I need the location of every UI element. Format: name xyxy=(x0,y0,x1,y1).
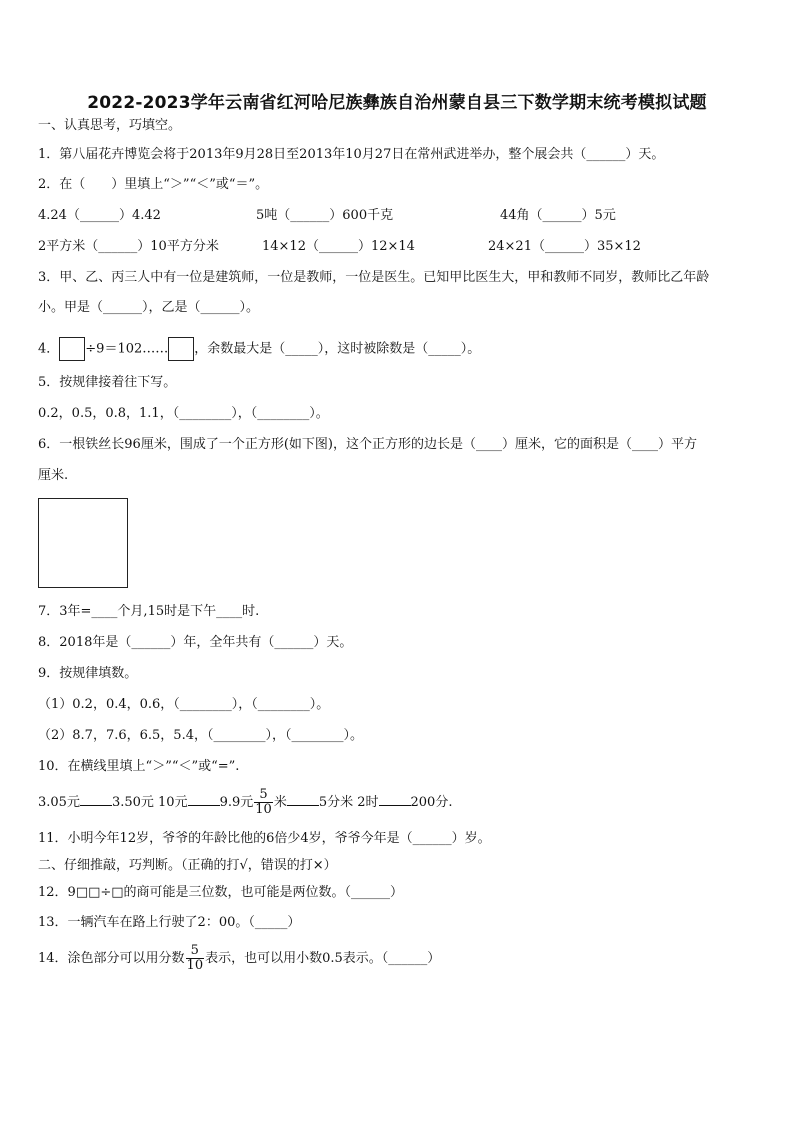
q10-blank-2 xyxy=(188,792,220,806)
question-7: 7．3年=____个月,15时是下午____时. xyxy=(38,604,260,619)
q10-blank-3 xyxy=(287,792,319,806)
question-9: 9．按规律填数。 xyxy=(38,666,138,681)
question-2-item-4: 2平方米（______）10平方分米 xyxy=(38,239,219,254)
question-4-equation: ÷9＝102…… xyxy=(85,341,169,357)
question-2-item-2: 5吨（______）600千克 xyxy=(256,208,394,223)
question-10: 10．在横线里填上“＞”“＜”或“=”. xyxy=(38,759,240,774)
question-2-item-1: 4.24（______）4.42 xyxy=(38,208,161,223)
square-figure xyxy=(38,498,128,588)
question-2: 2．在（ ）里填上“＞”“＜”或“＝”。 xyxy=(38,177,269,192)
section-1-heading: 一、认真思考，巧填空。 xyxy=(38,118,182,133)
q10-blank-4 xyxy=(379,792,411,806)
question-11: 11．小明今年12岁，爷爷的年龄比他的6倍少4岁，爷爷今年是（______）岁。 xyxy=(38,831,491,846)
remainder-box xyxy=(168,337,194,361)
question-14-text-a: 14．涂色部分可以用分数 xyxy=(38,951,185,966)
question-4-number: 4． xyxy=(38,341,60,357)
question-2-item-5: 14×12（______）12×14 xyxy=(262,239,415,254)
question-2-item-6: 24×21（______）35×12 xyxy=(488,239,641,254)
q10-fraction: $\frac{5}{10}$ xyxy=(255,787,272,817)
question-5: 5．按规律接着往下写。 xyxy=(38,375,177,390)
q14-fraction: $\frac{5}{10}$ xyxy=(186,943,204,973)
question-9-part-2: （2）8.7，7.6，6.5，5.4，（________），（________）。 xyxy=(38,728,363,743)
question-4-tail: ，余数最大是（_____），这时被除数是（_____）。 xyxy=(194,341,481,357)
question-10-items xyxy=(38,788,452,818)
question-5-sequence: 0.2，0.5，0.8，1.1，（________），（________）。 xyxy=(38,406,329,421)
question-6-line-1: 6．一根铁丝长96厘米，围成了一个正方形(如下图)，这个正方形的边长是（____）厘米，它的面积是（____）平方 xyxy=(38,437,697,452)
question-8: 8．2018年是（______）年，全年共有（______）天。 xyxy=(38,635,353,650)
q10-blank-1 xyxy=(80,792,112,806)
q10-item-f: 200分. xyxy=(410,795,453,810)
question-4 xyxy=(38,337,480,361)
q10-item-b: 3.50元 10元 xyxy=(111,795,188,810)
question-14 xyxy=(38,942,440,976)
exam-title: 2022-2023学年云南省红河哈尼族彝族自治州蒙自县三下数学期末统考模拟试题 xyxy=(87,93,707,113)
question-13: 13．一辆汽车在路上行驶了2：00。（_____） xyxy=(38,915,301,930)
q10-item-a: 3.05元 xyxy=(38,795,80,810)
section-2-heading: 二、仔细推敲，巧判断。（正确的打√，错误的打×） xyxy=(38,858,337,873)
question-9-part-1: （1）0.2，0.4，0.6，（________），（________）。 xyxy=(38,697,330,712)
q10-item-c: 9.9元 xyxy=(219,795,254,810)
question-6-line-2: 厘米. xyxy=(38,468,69,483)
q10-item-d: 米 xyxy=(273,795,287,810)
dividend-box xyxy=(59,337,85,361)
question-1: 1．第八届花卉博览会将于2013年9月28日至2013年10月27日在常州武进举办，整个展会共（______）天。 xyxy=(38,147,665,162)
question-14-text-b: 表示，也可以用小数0.5表示。（______） xyxy=(205,951,441,966)
question-12: 12．9□□÷□的商可能是三位数，也可能是两位数。（______） xyxy=(38,885,404,900)
question-3-line-1: 3．甲、乙、丙三人中有一位是建筑师，一位是教师，一位是医生。已知甲比医生大，甲和教师不同岁，教师比乙年龄 xyxy=(38,270,710,285)
question-2-item-3: 44角（______）5元 xyxy=(500,208,616,223)
q10-item-e: 5分米 2时 xyxy=(318,795,379,810)
question-3-line-2: 小。甲是（______），乙是（______）。 xyxy=(38,300,260,315)
